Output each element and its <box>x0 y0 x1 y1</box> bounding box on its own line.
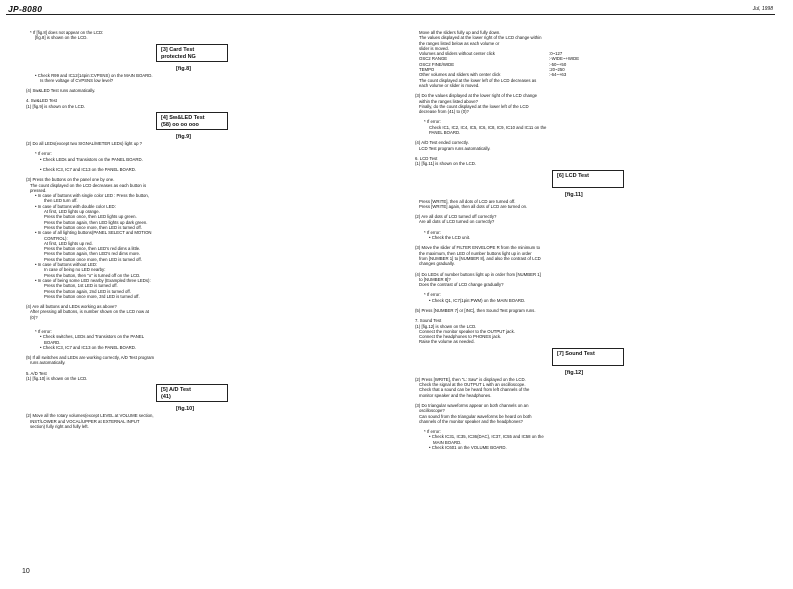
text-line: (2) Are all dots of LCD turned off correctly? <box>415 214 497 220</box>
list-item: Press the button once more, 3rd LED is turned off. <box>44 293 140 299</box>
text-line: oscilloscope? <box>419 408 445 414</box>
text-line: (3) Move the slider of FILTER ENVELOPE R from the minimum to <box>415 245 541 251</box>
text-line: monitor speaker and the headphones. <box>419 392 492 398</box>
text-line: decrease from (41) to (0)? <box>419 109 469 115</box>
list-item: In case of being no LED nearby: <box>44 267 106 273</box>
list-item: • In case of buttons with single color LED : Press the button, <box>35 193 149 199</box>
text-line: Check that a sound can be heard from left channels of the <box>419 387 530 393</box>
lcd-display-fig12 <box>552 348 624 366</box>
text-line: • Check switches, LEDs and Transistors on the PANEL <box>40 334 145 340</box>
text-line: * If error: <box>424 292 441 298</box>
text-line: • Check IC601 on the VOLUME BOARD. <box>429 445 507 451</box>
text-line: (5) Press [NUMBER 7] or [INC], then Sound Test program runs. <box>415 307 536 313</box>
text-line: (3) Do triangular waveforms appear on both channels on an <box>415 402 529 408</box>
text-line: Does the contrast of LCD change gradually? <box>419 282 504 288</box>
range-value: :0~127 <box>549 51 563 57</box>
section-heading: 7. Sound Test <box>415 318 442 324</box>
text-line: (4) Sw&LED Test runs automatically. <box>26 88 96 94</box>
text-line: (1) [fig.9] is shown on the LCD. <box>26 103 85 109</box>
left-column <box>26 30 391 429</box>
text-line: (2) Do all LEDs(except two SIGNAL/METER LEDs) light up ? <box>26 141 143 147</box>
text-line: Connect the monitor speaker to the OUTPUT jack. <box>419 328 515 334</box>
text-line: Is there voltage of CVPSNS low level? <box>40 77 114 83</box>
text-line: the ranges listed below as each volume or <box>419 40 500 46</box>
text-line: LCD Test program runs automatically. <box>419 145 491 151</box>
text-line: (5) If all switches and LEDs are working correctly, A/D Test program <box>26 355 155 361</box>
text-line: changes gradually. <box>419 261 455 267</box>
range-value: :20~250 <box>549 67 565 73</box>
text-line: * If error: <box>35 151 52 157</box>
text-line: (4) Do LEDs of number buttons light up in order from [NUMBER 1] <box>415 271 541 277</box>
lcd-display-fig11 <box>552 170 624 188</box>
text-line: (3) Do the values displayed at the lower right of the LCD change <box>415 93 538 99</box>
list-item: Press the button again, 2nd LED is turned off. <box>44 288 131 294</box>
text-line: Press [WRITE], then all dots of LCD are turned off. <box>419 198 516 204</box>
right-column <box>415 30 780 450</box>
text-line: • Check the LCD unit. <box>429 235 471 241</box>
text-line: pressed. <box>30 187 47 193</box>
text-line: * If error: <box>424 229 441 235</box>
text-line: section) fully right and fully left. <box>30 423 89 429</box>
text-line: Check the signal at the OUTPUT L with an oscilloscope. <box>419 382 526 388</box>
text-line: slider is moved. <box>419 45 449 51</box>
text-line: Connect the headphones to PHONES jack. <box>419 334 502 340</box>
text-line: Raise the volume as needed. <box>419 339 475 345</box>
list-item: Press the button once more, then LED is turned off. <box>44 224 142 230</box>
text-line: Finally, do the count displayed at the lower left of the LCD <box>419 103 529 109</box>
text-line: (2) Press [WRITE], then "L: Saw" is displayed on the LCD. <box>415 376 526 382</box>
text-line: Are all dots of LCD turned on correctly? <box>419 219 495 225</box>
lcd-line: (41) <box>161 394 171 401</box>
lcd-line: (58) oo oo ooo <box>161 122 199 129</box>
text-line: (4) A/D Test ended correctly. <box>415 140 469 146</box>
lcd-line: [6] LCD Test <box>557 172 589 179</box>
lcd-display-fig8 <box>156 44 228 62</box>
text-line: (2) Move all the rotary volumes(except LEVEL at VOLUME section, <box>26 413 154 419</box>
range-label: TEMPO <box>419 67 435 73</box>
text-line: The values displayed at the lower right of the LCD change within <box>419 35 542 41</box>
text-line: from [NUMBER 1] to [NUMBER 8], and also the contrast of LCD <box>419 255 541 261</box>
range-value: :-64~+63 <box>549 72 567 78</box>
lcd-display-fig10 <box>156 384 228 402</box>
manual-date: Jul, 1998 <box>752 6 773 12</box>
list-item: Press the button once more, then LED is turned off. <box>44 256 142 262</box>
lcd-display-fig9 <box>156 112 228 130</box>
manual-model-title: JP-8080 <box>8 4 43 14</box>
figure-caption: [fig.9] <box>176 134 191 141</box>
text-line: • Check R99 and IC12(14pin:CVPSNS) on the MAIN BOARD. <box>35 72 153 78</box>
list-item: • In case of buttons without LED: <box>35 262 98 268</box>
text-line: PANEL BOARD. <box>429 130 461 136</box>
figure-caption: [fig.10] <box>176 406 195 413</box>
text-line: (1) [fig.10] is shown on the LCD. <box>26 376 88 382</box>
header-rule <box>6 14 775 15</box>
text-line: Move all the sliders fully up and fully down. <box>419 30 501 35</box>
section-heading: 5. A/D Test <box>26 370 47 376</box>
text-line: * If error: <box>424 429 441 435</box>
list-item: • In case of all lighting buttons(PANEL SELECT and MOTION <box>35 230 152 236</box>
text-line: MAIN BOARD. <box>433 439 462 445</box>
text-line: each volume or slider is moved. <box>419 82 480 88</box>
list-item: CONTROL): <box>44 235 68 241</box>
range-label: Volumes and sliders without center click <box>419 51 495 57</box>
lcd-line: [4] Sw&LED Test <box>161 115 205 122</box>
range-label: OSC2 FINE/WIDE <box>419 61 455 67</box>
text-line: the maximum, then LED of number buttons light up in order <box>419 250 532 256</box>
text-line: • Check IC3, IC7 and IC13 on the PANEL BOARD. <box>40 344 137 350</box>
text-line: * If error: <box>424 119 441 125</box>
page-number: 10 <box>22 568 30 575</box>
text-line: within the ranges listed above? <box>419 98 479 104</box>
list-item: Press the button again, then LED lights up dark green. <box>44 219 148 225</box>
text-line: • Check IC3, IC7 and IC13 on the PANEL BOARD. <box>40 166 137 172</box>
text-line: (0)? <box>30 314 38 320</box>
figure-caption: [fig.11] <box>565 191 583 198</box>
section-heading: 4. Sw&LED Test <box>26 98 57 104</box>
list-item: Press the button once, then LED lights up green. <box>44 214 137 220</box>
range-label: OSC2 RANGE <box>419 56 448 62</box>
text-line: After pressing all buttons, is number shown on the LCD now at <box>30 309 149 315</box>
text-line: [fig.8] is shown on the LCD. <box>35 35 88 41</box>
list-item: Press the button again, then LED's red dims more. <box>44 251 141 257</box>
text-line: INST/LOWER and VOCAL/UPPER at EXTERNAL INPUT <box>30 418 140 424</box>
text-line: (3) Press the buttons on the panel one by one. <box>26 177 115 183</box>
list-item: Press the button, then "o" is turned off on the LCD. <box>44 272 141 278</box>
figure-caption: [fig.12] <box>565 369 584 376</box>
text-line: * If [fig.8] does not appear on the LCD: <box>30 30 104 35</box>
text-line: The count displayed at the lower left of the LCD decreases as <box>419 77 537 83</box>
figure-caption: [fig.8] <box>176 65 191 72</box>
text-line: (4) Are all buttons and LEDs working as above? <box>26 304 117 310</box>
text-line: Press [WRITE] again, then all dots of LCD are turned on. <box>419 203 528 209</box>
text-line: to [NUMBER 8]? <box>419 276 451 282</box>
list-item: • In case of being some LED nearby (Exampled three LEDs): <box>35 277 151 283</box>
text-line: • Check LEDs and Transistors on the PANEL BOARD. <box>40 156 143 162</box>
list-item: then LED turn off. <box>44 198 78 204</box>
text-line: • Check IC31, IC35, IC36(DAC), IC37, IC55 and IC58 on the <box>429 434 544 440</box>
text-line: (1) [fig.12] is shown on the LCD. <box>415 323 477 329</box>
text-line: channels of the monitor speaker and the headphones? <box>419 418 523 424</box>
text-line: (1) [fig.11] is shown on the LCD. <box>415 161 477 167</box>
list-item: At first, LED lights up red. <box>44 240 93 246</box>
list-item: Press the button once, then LED's red dims a little. <box>44 246 141 252</box>
lcd-line: protected NG <box>161 53 196 60</box>
list-item: • In case of buttons with double color LED: <box>35 203 116 209</box>
lcd-line: [5] A/D Test <box>161 387 191 394</box>
range-label: Other volumes and sliders with center click <box>419 72 501 78</box>
text-line: runs automatically. <box>30 360 66 366</box>
text-line: BOARD. <box>44 339 61 345</box>
lcd-line: [3] Card Test <box>161 46 195 53</box>
list-item: Press the button, 1st LED is turned off. <box>44 283 118 289</box>
range-value: :-50~+50 <box>549 61 567 67</box>
text-line: * If error: <box>35 328 52 334</box>
lcd-line: [7] Sound Test <box>557 350 595 357</box>
range-value: :-WIDE~+WIDE <box>549 56 580 62</box>
text-line: The count displayed on the LCD decreases as each button is <box>30 182 147 188</box>
section-heading: 6. LCD Test <box>415 155 438 161</box>
text-line: Can sound from the triangular waveforms be heard on both <box>419 413 532 419</box>
text-line: • Check Q1, IC7(1pin:PWM) on the MAIN BOARD. <box>429 297 526 303</box>
text-line: Check IC1, IC2, IC4, IC5, IC6, IC8, IC9, IC10 and IC11 on the <box>429 124 547 130</box>
list-item: At first, LED lights up orange. <box>44 209 100 215</box>
